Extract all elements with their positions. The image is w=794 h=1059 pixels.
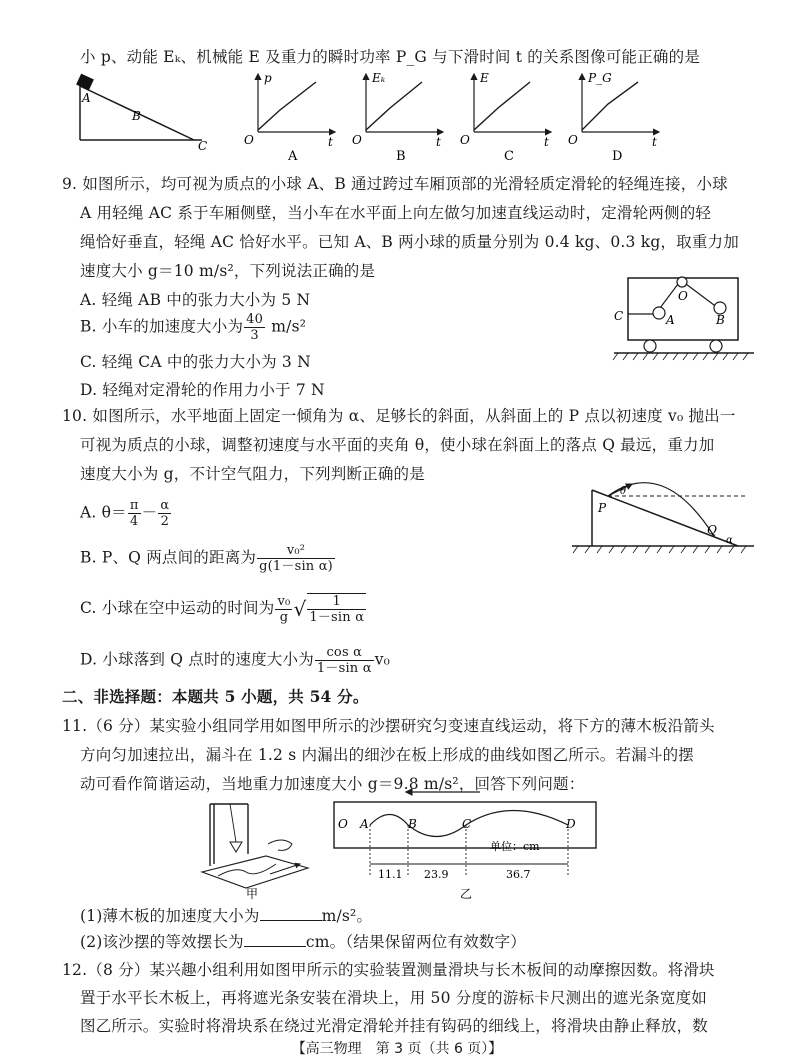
q11-sub2: (2)该沙摆的等效摆长为 cm。（结果保留两位有效数字） [80, 933, 526, 951]
svg-text:B: B [716, 313, 725, 327]
answer-blank-2[interactable] [244, 932, 306, 947]
svg-text:A: A [288, 149, 298, 164]
svg-text:C: C [614, 309, 624, 323]
svg-text:O: O [678, 289, 688, 303]
svg-text:A: A [666, 313, 675, 327]
graph-d [568, 71, 659, 164]
svg-text:O: O [460, 133, 470, 147]
page-footer: 【高三物理 第 3 页（共 6 页）】 [291, 1041, 503, 1057]
q10-option-d: D. 小球落到 Q 点时的速度大小为 $\frac{\text{cos α}}{\text{1－sin α}}$ v₀ [80, 645, 391, 676]
svg-text:P_G: P_G [588, 71, 612, 85]
q9-line4: 速度大小 g＝10 m/s²，下列说法正确的是 [80, 262, 376, 280]
q10-option-b: B. P、Q 两点间的距离为 $\frac{\text{v₀²}}{\text{g(1－sin α)}}$ [80, 543, 333, 574]
q9-line3: 绳恰好垂直，轻绳 AC 恰好水平。已知 A、B 两小球的质量分别为 0.4 kg、0.3 kg，取重力加 [80, 233, 739, 251]
svg-text:Eₖ: Eₖ [372, 71, 386, 85]
pulley [677, 277, 687, 287]
q9-option-c: C. 轻绳 CA 中的张力大小为 3 N [80, 353, 311, 371]
q9-line2: A 用轻绳 AC 系于车厢侧壁，当小车在水平面上向左做匀加速直线运动时，定滑轮两侧的轻 [80, 204, 712, 222]
q8-stem-end: 小 p、动能 Eₖ、机械能 E 及重力的瞬时功率 P_G 与下滑时间 t 的关系图像可能正确的是 [80, 48, 701, 66]
q10-option-c: C. 小球在空中运动的时间为 $\frac{\text{v₀}}{g}$ √ $\frac{1}{\text{1－sin α}}$ [80, 593, 365, 625]
q11-line2: 方向匀加速拉出，漏斗在 1.2 s 内漏出的细沙在板上形成的曲线如图乙所示。若漏斗的摆 [80, 746, 694, 764]
svg-text:乙: 乙 [460, 887, 473, 901]
svg-text:O: O [352, 133, 362, 147]
svg-text:E: E [480, 71, 489, 85]
block [76, 74, 94, 91]
q9-line1: 9. 如图所示，均可视为质点的小球 A、B 通过跨过车厢顶部的光滑轻质定滑轮的轻绳连接，小球 [62, 175, 728, 193]
q9-option-d: D. 轻绳对定滑轮的作用力小于 7 N [80, 381, 325, 399]
svg-text:Q: Q [707, 523, 717, 537]
wheel-right [710, 340, 722, 352]
svg-text:t: t [436, 135, 441, 149]
svg-text:p: p [264, 71, 272, 85]
graph-c [460, 71, 551, 164]
q11-figure-yi [330, 784, 600, 902]
svg-text:甲: 甲 [246, 887, 259, 900]
svg-text:D: D [612, 149, 623, 164]
graph-b [352, 71, 443, 164]
q12-line1: 12.（8 分）某兴趣小组利用如图甲所示的实验装置测量滑块与长木板间的动摩擦因数。将滑块 [62, 961, 715, 979]
svg-text:B: B [408, 817, 417, 831]
q11-line3: 动可看作简谐运动，当地重力加速度大小 g＝9.8 m/s²，回答下列问题： [80, 775, 585, 793]
svg-text:11.1: 11.1 [378, 868, 403, 881]
q10-line1: 10. 如图所示，水平地面上固定一倾角为 α、足够长的斜面，从斜面上的 P 点以初速度 v₀ 抛出一 [62, 407, 736, 425]
q11-line1: 11.（6 分）某实验小组同学用如图甲所示的沙摆研究匀变速直线运动，将下方的薄木板沿箭头 [62, 717, 715, 735]
q10-line2: 可视为质点的小球，调整初速度与水平面的夹角 θ，使小球在斜面上的落点 Q 最远，重力加 [80, 436, 715, 454]
wheel-left [644, 340, 656, 352]
q9-option-a: A. 轻绳 AB 中的张力大小为 5 N [80, 291, 311, 309]
svg-text:A: A [360, 817, 369, 831]
svg-text:α: α [726, 535, 733, 546]
q11-sub1: (1)薄木板的加速度大小为 m/s²。 [80, 907, 373, 925]
q9-cart-figure [608, 272, 758, 364]
q12-line3: 图乙所示。实验时将滑块系在绕过光滑定滑轮并挂有钩码的细线上，将滑块由静止释放，数 [80, 1017, 709, 1035]
section-2-heading: 二、非选择题：本题共 5 小题，共 54 分。 [62, 687, 369, 706]
svg-text:O: O [244, 133, 254, 147]
svg-text:23.9: 23.9 [424, 868, 449, 881]
svg-text:单位：cm: 单位：cm [490, 840, 540, 853]
svg-text:O: O [568, 133, 578, 147]
ball-a [653, 307, 665, 319]
q11-figure-jia [196, 796, 316, 900]
q10-line3: 速度大小为 g，不计空气阻力，下列判断正确的是 [80, 465, 425, 483]
svg-text:B: B [396, 149, 406, 164]
svg-text:O: O [338, 817, 348, 831]
answer-blank-1[interactable] [260, 906, 322, 921]
svg-text:t: t [544, 135, 549, 149]
svg-text:θ: θ [620, 486, 627, 497]
svg-text:36.7: 36.7 [506, 868, 531, 881]
q9-option-b: B. 小车的加速度大小为 $\frac{40}{3}$ m/s² [80, 312, 307, 343]
svg-text:t: t [652, 135, 657, 149]
svg-text:C: C [504, 149, 514, 164]
graph-a [244, 71, 335, 164]
svg-text:P: P [598, 501, 607, 515]
incline-label-c: C [198, 139, 208, 150]
incline-label-b: B [132, 109, 141, 123]
svg-text:C: C [462, 817, 472, 831]
q10-option-a: A. θ＝ $\frac{\pi}{4}$ － $\frac{\alpha}{2}$ [80, 498, 170, 529]
q8-option-graphs [240, 68, 660, 164]
svg-text:t: t [328, 135, 333, 149]
q8-incline-figure [70, 70, 210, 150]
incline-label-a: A [82, 91, 91, 105]
q10-slope-figure [568, 478, 760, 556]
q12-line2: 置于水平长木板上，再将遮光条安装在滑块上，用 50 分度的游标卡尺测出的遮光条宽度如 [80, 989, 707, 1007]
svg-text:D: D [566, 817, 576, 831]
